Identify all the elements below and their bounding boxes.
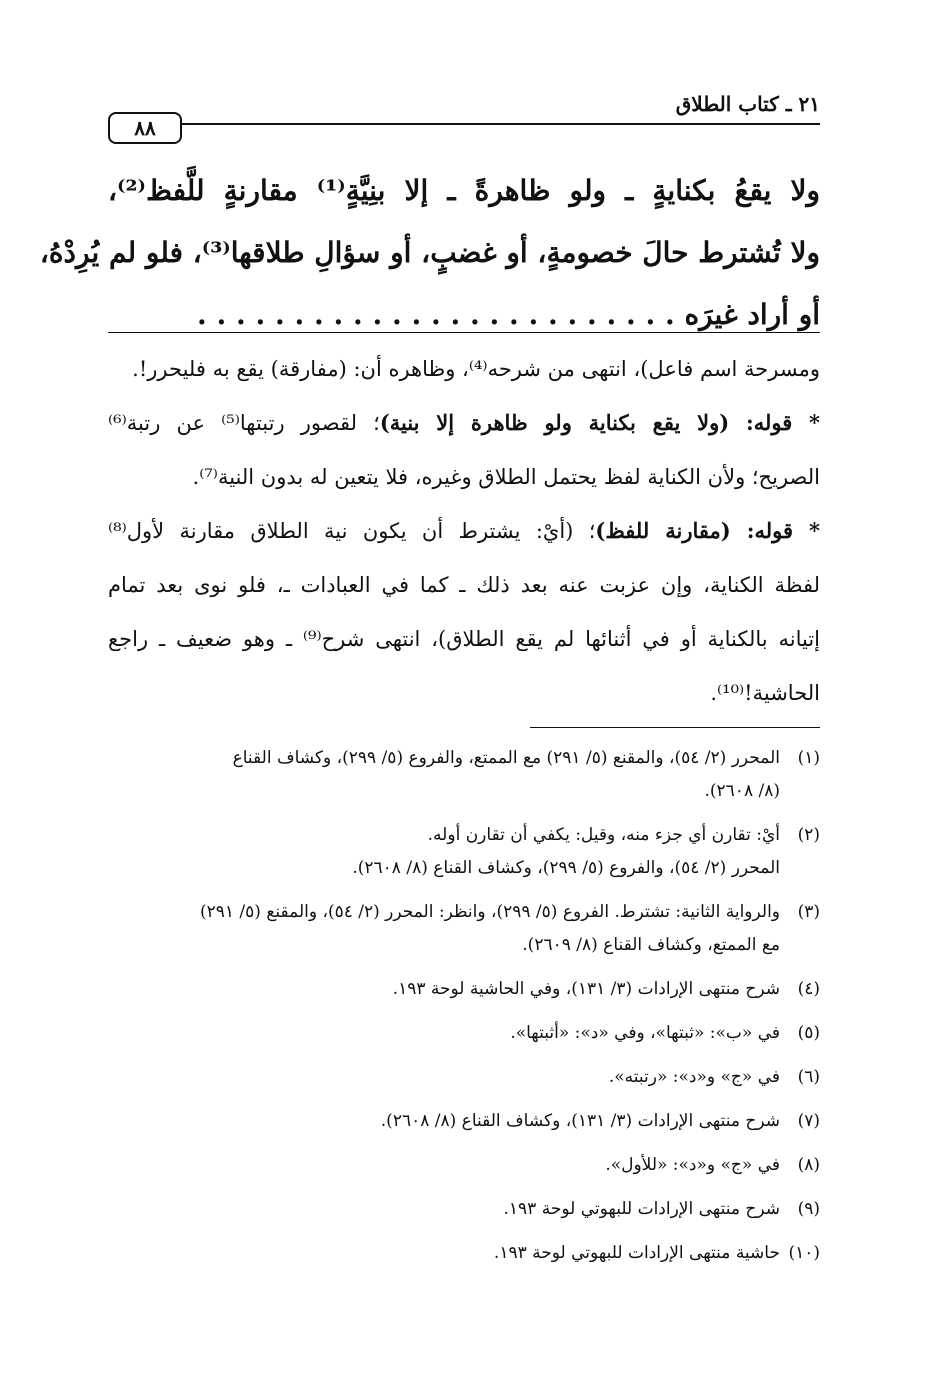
- footnote: [108, 742, 820, 808]
- footnote-number: (٧): [797, 1111, 820, 1131]
- footnote-text: في «ج» و«د»: «رتبته».: [608, 1067, 780, 1087]
- footnote-number: (٤): [797, 979, 820, 999]
- footnote: [108, 1149, 820, 1182]
- quote-heading: * قوله: (ولا يقع بكناية ولو ظاهرة إلا بنية): [379, 410, 820, 435]
- commentary-text: ؛ (أيْ: يشترط أن يكون نية الطلاق مقارنة لأول⁽⁸⁾: [108, 519, 596, 543]
- footnote-text: شرح منتهى الإرادات (٣/ ١٣١)، وفي الحاشية لوحة ١٩٣.: [392, 979, 780, 999]
- footnote: [108, 819, 820, 885]
- footnote: [108, 973, 820, 1006]
- commentary-line: الصريح؛ ولأن الكناية لفظ يحتمل الطلاق وغيره، فلا يتعين له بدون النية⁽⁷⁾.: [192, 465, 820, 489]
- footnote-text: والرواية الثانية: تشترط. الفروع (٥/ ٢٩٩)، وانظر: المحرر (٢/ ٥٤)، والمقنع (٥/ ٢٩١): [199, 902, 780, 922]
- footnote-number: (٩): [797, 1199, 820, 1219]
- footnotes: [108, 742, 820, 1281]
- commentary-line: إتيانه بالكناية أو في أثنائها لم يقع الطلاق)، انتهى شرح⁽⁹⁾ ـ وهو ضعيف ـ راجع: [108, 627, 821, 651]
- footnote-text: في «ب»: «ثبتها»، وفي «د»: «أثبتها».: [510, 1023, 780, 1043]
- footnote: [108, 1193, 820, 1226]
- page-header: [108, 86, 820, 140]
- footnote-text: أيْ: تقارن أي جزء منه، وقيل: يكفي أن تقارن أوله.: [427, 825, 780, 845]
- matn-text: [39, 160, 820, 346]
- footnote-number: (٣): [797, 902, 820, 922]
- footnote: [108, 1061, 820, 1094]
- page-number: ٨٨: [108, 112, 182, 144]
- header-rule: [108, 123, 820, 125]
- footnote-number: (٥): [797, 1023, 820, 1043]
- footnote-text: حاشية منتهى الإرادات للبهوتي لوحة ١٩٣.: [493, 1243, 780, 1263]
- footnote-number: (٨): [797, 1155, 820, 1175]
- matn-separator: [108, 332, 820, 333]
- footnote: [108, 1017, 820, 1050]
- commentary: [108, 342, 820, 720]
- footnote-text: مع الممتع، وكشاف القناع (٨/ ٢٦٠٩).: [522, 935, 780, 955]
- quote-heading: * قوله: (مقارنة للفظ): [595, 518, 821, 543]
- commentary-line: [108, 504, 820, 558]
- matn-line: [108, 284, 820, 346]
- footnote-separator: [530, 727, 820, 728]
- footnote-text: شرح منتهى الإرادات للبهوتي لوحة ١٩٣.: [503, 1199, 780, 1219]
- footnote: [108, 1237, 820, 1270]
- running-title: ٢١ ـ كتاب الطلاق: [675, 92, 820, 116]
- footnote-number: (١٠): [788, 1243, 820, 1263]
- footnote-text: المحرر (٢/ ٥٤)، والمقنع (٥/ ٢٩١) مع الممتع، والفروع (٥/ ٢٩٩)، وكشاف القناع: [232, 748, 780, 768]
- matn-line-text: أو أراد غيرَه: [684, 298, 820, 331]
- footnote-text: المحرر (٢/ ٥٤)، والفروع (٥/ ٢٩٩)، وكشاف القناع (٨/ ٢٦٠٨).: [352, 858, 780, 878]
- commentary-line: [108, 396, 820, 450]
- footnote-number: (٦): [797, 1067, 820, 1087]
- footnote-text: في «ج» و«د»: «للأول».: [605, 1155, 780, 1175]
- commentary-text: ؛ لقصور رتبتها⁽⁵⁾ عن رتبة⁽⁶⁾: [108, 411, 380, 435]
- commentary-line: ومسرحة اسم فاعل)، انتهى من شرحه⁽⁴⁾، وظاهره أن: (مفارقة) يقع به فليحرر!.: [132, 357, 820, 381]
- footnote-number: (١): [797, 748, 820, 768]
- matn-line: ولا تُشترط حالَ خصومةٍ، أو غضبٍ، أو سؤالِ طلاقها⁽³⁾، فلو لم يُرِدْهُ،: [39, 236, 820, 269]
- commentary-line: لفظة الكناية، وإن عزبت عنه بعد ذلك ـ كما في العبادات ـ، فلو نوى بعد تمام: [108, 573, 820, 597]
- footnote: [108, 896, 820, 962]
- footnote: [108, 1105, 820, 1138]
- footnote-text: شرح منتهى الإرادات (٣/ ١٣١)، وكشاف القناع (٨/ ٢٦٠٨).: [380, 1111, 780, 1131]
- footnote-text: (٨/ ٢٦٠٨).: [704, 781, 780, 801]
- ellipsis-dots: . . . . . . . . . . . . . . . . . . . . . . . . .: [197, 298, 675, 331]
- commentary-line: الحاشية!⁽¹⁰⁾.: [710, 681, 820, 705]
- matn-line: ولا يقعُ بكنايةٍ ـ ولو ظاهرةً ـ إلا بنِيَّةٍ⁽¹⁾ مقارنةٍ للَّفظ⁽²⁾،: [108, 174, 820, 207]
- footnote-number: (٢): [797, 825, 820, 845]
